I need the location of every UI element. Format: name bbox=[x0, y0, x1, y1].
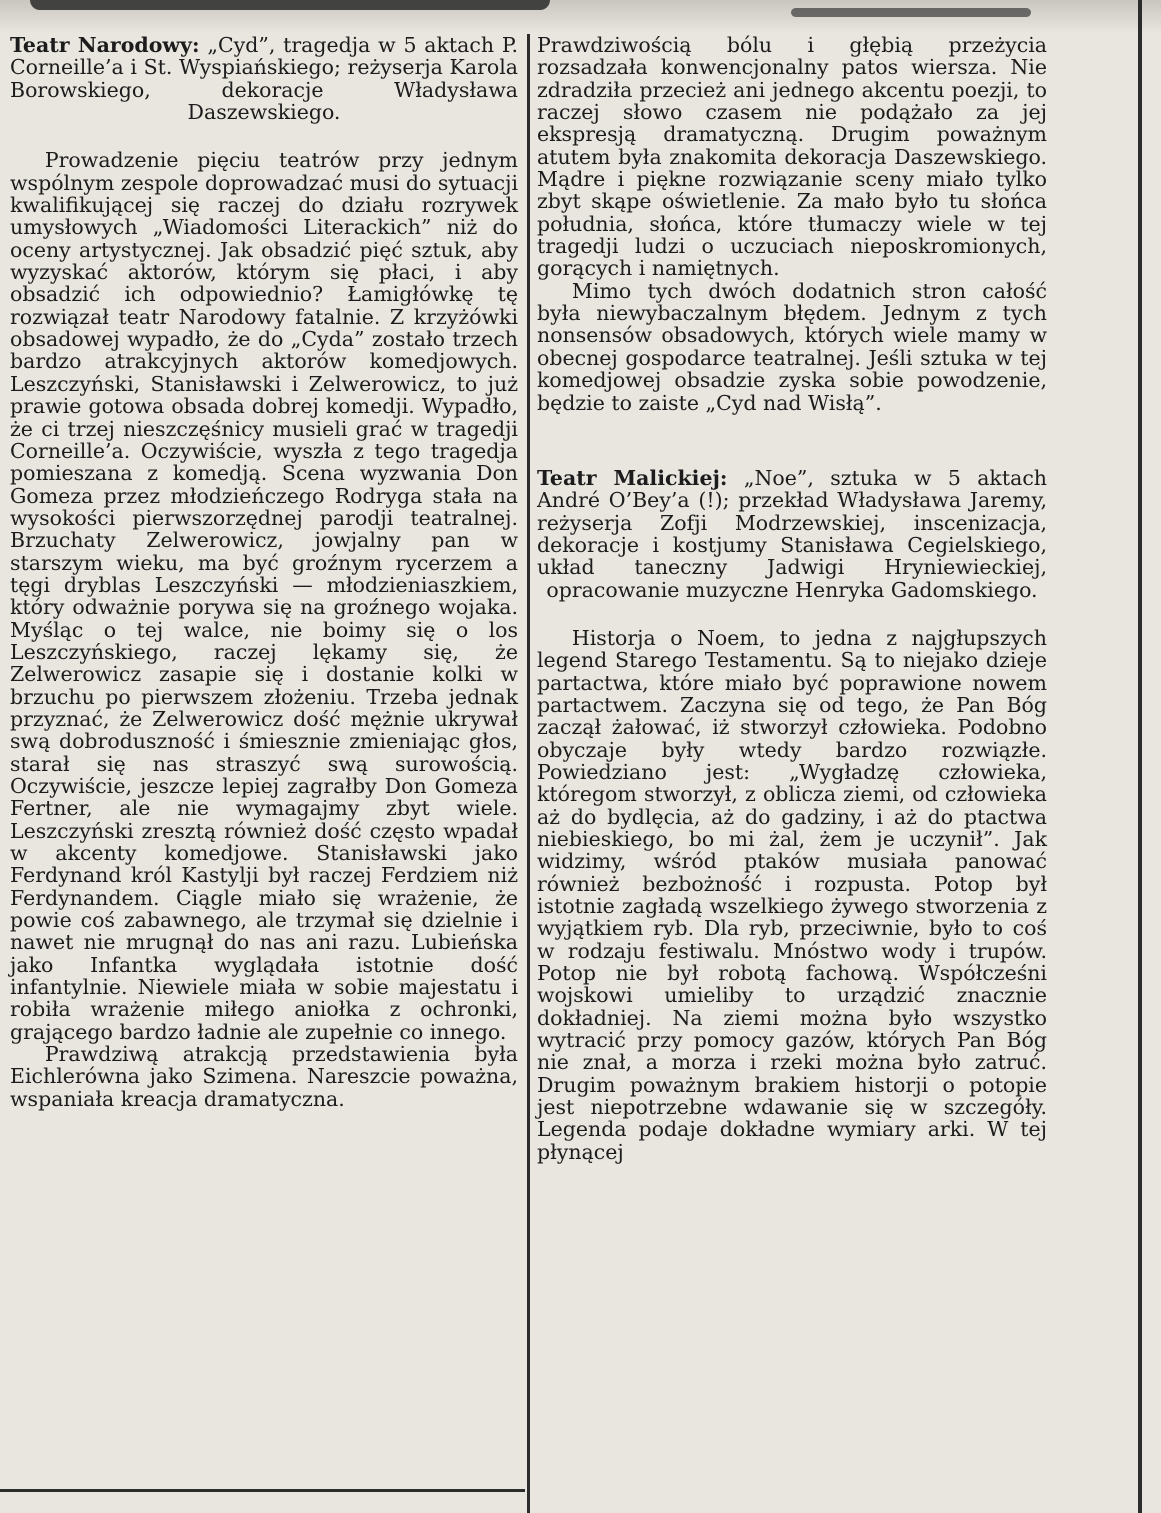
column-left bbox=[10, 34, 518, 1110]
review-cyd-paragraph-3: Prawdziwością bólu i głębią przeżycia rozsadzała konwencjonalny patos wiersza. Nie zdradziła przecież ani jednego akcentu poezji, to raczej słowo czasem nie podążało za jej ekspresją dramatyczną. Drugim poważnym atutem była znakomita dekoracja Daszewskiego. Mądre i piękne rozwiązanie sceny miało tylko zbyt skąpe oświetlenie. Za mało było tu słońca południa, słońca, które tłumaczy wiele w tej tragedji ludzi o uczuciach nieposkromionych, gorących i namiętnych. bbox=[537, 33, 1047, 281]
review-cyd-credits: „Cyd”, tragedja w 5 aktach P. Corneille’a i St. Wyspiańskiego; reżyserja Karola Borowskiego, dekoracje Władysława Daszewskiego. bbox=[10, 33, 518, 125]
print-smudge bbox=[791, 8, 1031, 17]
review-noe-paragraph-1: Historja o Noem, to jedna z najgłupszych legend Starego Testamentu. Są to niejako dzieje partactwa, które miało być poprawione nowem partactwem. Zaczyna się od tego, że Pan Bóg zaczął żałować, iż stworzył człowieka. Podobno obyczaje były wtedy bardzo rozwiązłe. Powiedziano jest: „Wygładzę człowieka, któregom stworzył, z oblicza ziemi, od człowieka aż do bydlęcia, aż do gadziny, i aż do ptactwa niebieskiego, bo mi żal, żem je uczynił”. Jak widzimy, wśród ptaków musiała panować również bezbożność i rozpusta. Potop był istotnie zagładą wszelkiego żywego stworzenia z wyjątkiem ryb. Dla ryb, przeciwnie, było to coś w rodzaju festiwalu. Mnóstwo wody i trupów. Potop nie był robotą fachową. Współcześni wojskowi umieliby to urządzić znacznie dokładniej. Na ziemi można było wszystko wytracić przy pomocy gazów, których Pan Bóg nie znał, a morza i rzeki można było zatruć. Drugim poważnym brakiem historji o potopie jest niepotrzebne wdawanie się w szczegóły. Legenda podaje dokładne wymiary arki. W tej płynącej bbox=[537, 625, 1047, 1164]
review-noe-header bbox=[537, 467, 1047, 601]
torn-top-edge bbox=[0, 0, 1161, 34]
column-right bbox=[537, 34, 1047, 1163]
headline-remnant bbox=[30, 0, 550, 10]
spacer bbox=[537, 414, 1047, 467]
section-end-rule bbox=[0, 1489, 525, 1492]
review-cyd-theatre: Teatr Narodowy: bbox=[10, 33, 200, 57]
review-noe-theatre: Teatr Malickiej: bbox=[537, 465, 728, 490]
review-noe-credits: „Noe”, sztuka w 5 aktach André O’Bey’a (!); przekład Władysława Jaremy, reżyserja Zofji Modrzewskiej, inscenizacja, dekoracje i kostjumy Stanisława Cegielskiego, układ taneczny Jadwigi Hryniewieckiej, opracowanie muzyczne Henryka Gadomskiego. bbox=[537, 465, 1047, 602]
review-cyd-paragraph-2: Prawdziwą atrakcją przedstawienia była Eichlerówna jako Szimena. Nareszcie poważna, wspaniała kreacja dramatyczna. bbox=[10, 1042, 518, 1111]
review-cyd-header bbox=[10, 34, 518, 123]
page-edge-rule bbox=[1138, 0, 1142, 1513]
review-cyd-paragraph-1: Prowadzenie pięciu teatrów przy jednym wspólnym zespole doprowadzać musi do sytuacji kwalifikującej się raczej do działu rozrywek umysłowych „Wiadomości Literackich” niż do oceny artystycznej. Jak obsadzić pięć sztuk, aby wyzyskać aktorów, którym się płaci, i aby obsadzić ich odpowiednio? Łamigłówkę tę rozwiązał teatr Narodowy fatalnie. Z krzyżówki obsadowej wypadło, że do „Cyda” zostało trzech bardzo atrakcyjnych aktorów komedjowych. Leszczyński, Stanisławski i Zelwerowicz, to już prawie gotowa obsada dobrej komedji. Wypadło, że ci trzej nieszczęśnicy musieli grać w tragedji Corneille’a. Oczywiście, wyszła z tego tragedja pomieszana z komedją. Scena wyzwania Don Gomeza przez młodzieńczego Rodryga stała na wysokości pierwszorzędnej parodji teatralnej. Brzuchaty Zelwerowicz, jowjalny pan w starszym wieku, ma być groźnym rycerzem a tęgi dryblas Leszczyński — młodzieniaszkiem, który odważnie porywa się na groźnego wojaka. Myśląc o tej walce, nie boimy się o los Leszczyńskiego, raczej lękamy się, że Zelwerowicz zasapie się i dostanie kolki w brzuchu po pierwszem złożeniu. Trzeba jednak przyznać, że Zelwerowicz dość mężnie ukrywał swą dobroduszność i śmiesznie zmieniając głos, starał się nas straszyć swą surowością. Oczywiście, jeszcze lepiej zagrałby Don Gomeza Fertner, ale nie wymagajmy zbyt wiele. Leszczyński zresztą również dość często wpadał w akcenty komedjowe. Stanisławski jako Ferdynand król Kastylji był raczej Ferdziem niż Ferdynandem. Ciągle miało się wrażenie, że powie coś zabawnego, ale trzymał się dzielnie i nawet nie mrugnął do nas ani razu. Lubieńska jako Infantka wyglądała istotnie dość infantylnie. Niewiele miała w sobie majestatu i robiła wrażenie miłego aniołka z ochronki, grającego bardzo ładnie ale zupełnie co innego. bbox=[10, 148, 518, 1044]
review-cyd-paragraph-4: Mimo tych dwóch dodatnich stron całość była niewybaczalnym błędem. Jednym z tych nonsensów obsadowych, których wiele mamy w obecnej gospodarce teatralnej. Jeśli sztuka w tej komedjowej obsadzie zyska sobie powodzenie, będzie to zaiste „Cyd nad Wisłą”. bbox=[537, 278, 1047, 415]
column-divider bbox=[527, 34, 530, 1513]
